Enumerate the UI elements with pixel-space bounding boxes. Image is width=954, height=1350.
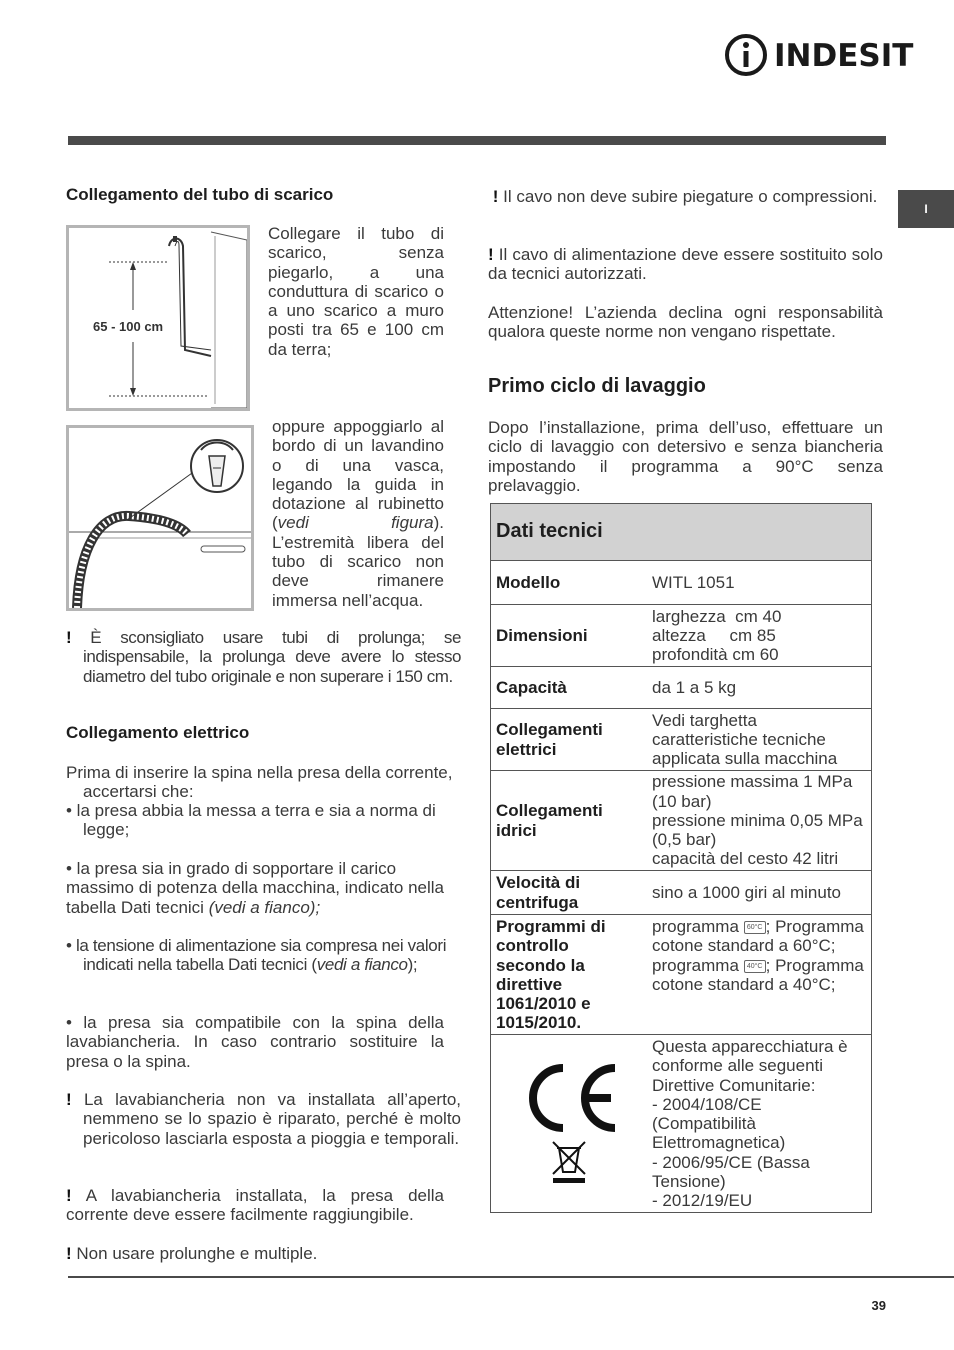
- footer-line: [68, 1276, 954, 1278]
- drain-text-sink: oppure appoggiarlo al bordo di un lavandino o di una vasca, legando la guida in dotazione al rubinetto (vedi figura). L’estremità libera del tubo di scarico non deve rimanere immersa nell’acqua.: [272, 417, 444, 610]
- dimensions-label: Dimensioni: [491, 605, 647, 667]
- ce-mark-cell: [491, 1035, 647, 1213]
- table-row: [491, 1035, 872, 1213]
- first-cycle-text: Dopo l’installazione, prima dell’uso, effettuare un ciclo di lavaggio con detersivo e senza biancheria impostando il programma a 90°C senza prelavaggio.: [488, 418, 883, 495]
- bullet-plug: • la presa sia compatibile con la spina della lavabiancheria. In caso contrario sostituire la presa o la spina.: [66, 1013, 444, 1071]
- capacity-label: Capacità: [491, 667, 647, 709]
- table-row: [491, 915, 872, 1035]
- figure-wall-drain-illustration: [69, 228, 247, 408]
- control-programs-value: programma 60°C ; Programma cotone standard a 60°C; programma 40°C ; Programma cotone standard a 40°C;: [646, 915, 872, 1035]
- brand-name: INDESIT: [774, 38, 914, 74]
- water-connections-label: Collegamenti idrici: [491, 771, 647, 871]
- program-40-icon: 40°C: [744, 960, 766, 973]
- figure-wall-drain: [66, 225, 250, 411]
- warning-reachable: ! A lavabiancheria installata, la presa della corrente deve essere facilmente raggiungibile.: [66, 1186, 444, 1225]
- warning-extension: ! È sconsigliato usare tubi di prolunga; se indispensabile, la prolunga deve avere lo stesso diametro del tubo originale e non superare i 150 cm.: [66, 628, 461, 686]
- attention-note: Attenzione! L’azienda declina ogni responsabilità qualora queste norme non vengano rispettate.: [488, 303, 883, 342]
- electrical-heading: Collegamento elettrico: [66, 723, 250, 742]
- bullet-voltage: • la tensione di alimentazione sia compresa nei valori indicati nella tabella Dati tecnici (vedi a fianco);: [66, 936, 447, 975]
- electrical-connections-value: Vedi targhetta caratteristiche tecniche applicata sulla macchina: [646, 709, 872, 771]
- capacity-value: da 1 a 5 kg: [646, 667, 872, 709]
- electrical-intro: Prima di inserire la spina nella presa della corrente, accertarsi che:: [66, 763, 453, 802]
- bullet-load: • la presa sia in grado di sopportare il carico massimo di potenza della macchina, indicato nella tabella Dati tecnici (vedi a fianco);: [66, 859, 444, 917]
- warning-replace: ! Il cavo di alimentazione deve essere sostituito solo da tecnici autorizzati.: [488, 245, 883, 284]
- wee-bin-icon: [553, 1142, 585, 1183]
- control-programs-label: Programmi di controllo secondo la direttive 1061/2010 e 1015/2010.: [491, 915, 647, 1035]
- figure-height-label: 65 - 100 cm: [93, 319, 164, 334]
- tech-data-table: [490, 503, 872, 1213]
- ce-directives-value: Questa apparecchiatura è conforme alle seguenti Direttive Comunitarie: - 2004/108/CE (Compatibilità Elettromagnetica) - 2006/95/CE (Bassa Tensione) - 2012/19/EU: [646, 1035, 872, 1213]
- table-row: [491, 605, 872, 667]
- first-cycle-heading: Primo ciclo di lavaggio: [488, 375, 706, 397]
- page-number: 39: [871, 1298, 886, 1313]
- language-tab: I: [898, 190, 954, 228]
- ce-mark-icon: [519, 1056, 619, 1186]
- table-row: [491, 667, 872, 709]
- dimensions-value: larghezza cm 40 altezza cm 85 profondità cm 60: [646, 605, 872, 667]
- tech-table-heading: Dati tecnici: [491, 504, 872, 561]
- table-row: [491, 771, 872, 871]
- table-row: [491, 871, 872, 915]
- indesit-logo: [724, 30, 914, 80]
- warning-multi-plugs: ! Non usare prolunghe e multiple.: [66, 1244, 318, 1263]
- spin-speed-value: sino a 1000 giri al minuto: [646, 871, 872, 915]
- model-label: Modello: [491, 561, 647, 605]
- table-row: [491, 561, 872, 605]
- drain-heading: Collegamento del tubo di scarico: [66, 185, 334, 204]
- program-60-icon: 60°C: [744, 921, 766, 934]
- warning-bend: ! Il cavo non deve subire piegature o compressioni.: [492, 187, 878, 206]
- header-bar: [68, 136, 886, 145]
- bullet-earth: • la presa abbia la messa a terra e sia a norma di legge;: [66, 801, 436, 840]
- drain-text-wall: Collegare il tubo di scarico, senza piegarlo, a una conduttura di scarico o a uno scarico a muro posti tra 65 e 100 cm da terra;: [268, 224, 444, 359]
- water-connections-value: pressione massima 1 MPa (10 bar) pressione minima 0,05 MPa (0,5 bar) capacità del cesto 42 litri: [646, 771, 872, 871]
- indesit-logo-icon: [724, 32, 770, 78]
- warning-outdoor: ! La lavabiancheria non va installata all’aperto, nemmeno se lo spazio è riparato, perché è molto pericoloso lasciarla esposta a pioggia e temporali.: [66, 1090, 461, 1148]
- spin-speed-label: Velocità di centrifuga: [491, 871, 647, 915]
- figure-sink-drain-illustration: [69, 428, 251, 608]
- model-value: WITL 1051: [646, 561, 872, 605]
- electrical-connections-label: Collegamenti elettrici: [491, 709, 647, 771]
- table-row: [491, 709, 872, 771]
- figure-sink-drain: [66, 425, 254, 611]
